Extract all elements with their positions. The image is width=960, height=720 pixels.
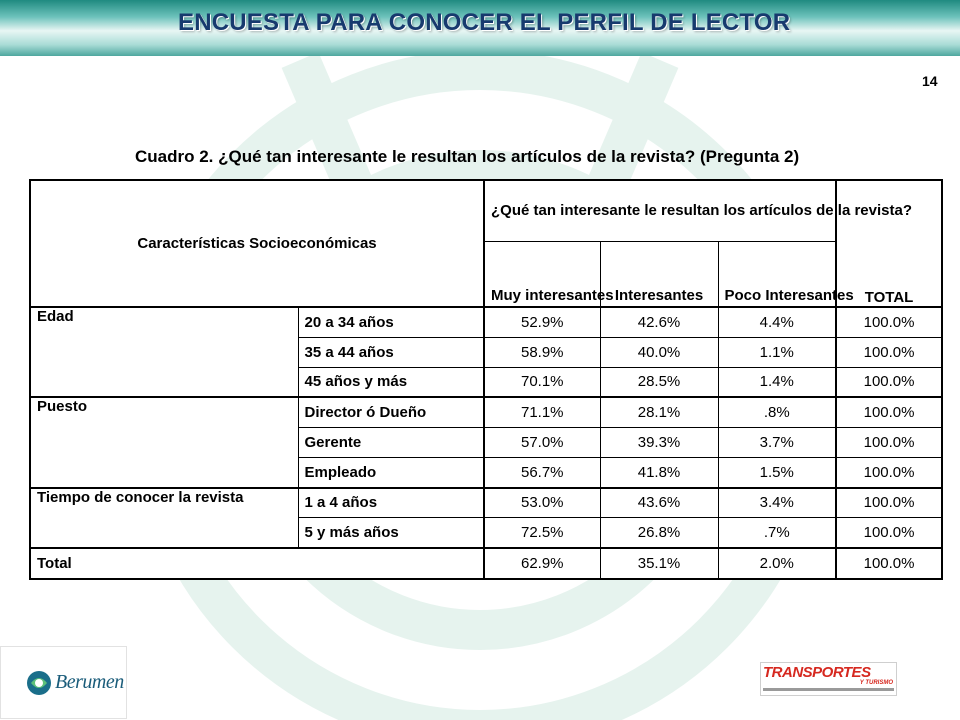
row-label: Empleado: [298, 457, 484, 487]
row-label: Director ó Dueño: [298, 397, 484, 427]
table-cell: 100.0%: [836, 457, 942, 487]
berumen-logo: [0, 646, 127, 719]
table-cell: 57.0%: [484, 428, 600, 458]
table-cell: 4.4%: [718, 307, 836, 337]
table-row: [30, 307, 942, 337]
group-label: Puesto: [30, 397, 298, 487]
transportes-logo-tag: Y TURISMO: [859, 680, 893, 686]
page-title: ENCUESTA PARA CONOCER EL PERFIL DE LECTOR: [178, 9, 791, 36]
table-cell: 70.1%: [484, 367, 600, 397]
table-cell: 43.6%: [600, 488, 718, 518]
table-cell: .7%: [718, 518, 836, 548]
table-row: [30, 488, 942, 518]
table-cell: 56.7%: [484, 457, 600, 487]
table-cell: 39.3%: [600, 428, 718, 458]
table-cell: 42.6%: [600, 307, 718, 337]
table-cell: 3.4%: [718, 488, 836, 518]
table-cell: 100.0%: [836, 488, 942, 518]
table-cell: 100.0%: [836, 518, 942, 548]
table-cell: 26.8%: [600, 518, 718, 548]
table-row: [30, 397, 942, 427]
column-header: Poco Interesantes: [718, 242, 836, 308]
row-label: 45 años y más: [298, 367, 484, 397]
table-cell: 3.7%: [718, 428, 836, 458]
row-label: 35 a 44 años: [298, 337, 484, 367]
table-cell: 2.0%: [718, 548, 836, 579]
table-cell: 100.0%: [836, 428, 942, 458]
berumen-logo-icon: [25, 669, 53, 697]
table-cell: 100.0%: [836, 548, 942, 579]
row-label: 5 y más años: [298, 518, 484, 548]
table-row-total: [30, 548, 942, 579]
group-label: Tiempo de conocer la revista: [30, 488, 298, 549]
table-cell: 40.0%: [600, 337, 718, 367]
total-header: TOTAL: [836, 180, 942, 307]
berumen-logo-text: Berumen: [55, 671, 124, 693]
transportes-logo: [760, 662, 897, 696]
table-cell: 72.5%: [484, 518, 600, 548]
row-label: 1 a 4 años: [298, 488, 484, 518]
table-cell: 62.9%: [484, 548, 600, 579]
transportes-logo-text: TRANSPORTES: [763, 664, 871, 681]
table-cell: 1.4%: [718, 367, 836, 397]
page-number: 14: [922, 73, 938, 89]
table-cell: 100.0%: [836, 397, 942, 427]
column-header: Muy interesantes: [484, 242, 600, 308]
column-header: Interesantes: [600, 242, 718, 308]
characteristics-header: Características Socioeconómicas: [30, 180, 484, 307]
table-cell: 28.5%: [600, 367, 718, 397]
table-cell: 52.9%: [484, 307, 600, 337]
row-label: 20 a 34 años: [298, 307, 484, 337]
table-cell: 1.1%: [718, 337, 836, 367]
table-cell: 100.0%: [836, 367, 942, 397]
row-label: Gerente: [298, 428, 484, 458]
transportes-logo-bar: [763, 688, 894, 691]
table-cell: 41.8%: [600, 457, 718, 487]
table-cell: .8%: [718, 397, 836, 427]
table-cell: 28.1%: [600, 397, 718, 427]
survey-table: [29, 179, 943, 580]
total-row-label: Total: [30, 548, 484, 579]
table-cell: 53.0%: [484, 488, 600, 518]
table-cell: 71.1%: [484, 397, 600, 427]
table-cell: 100.0%: [836, 307, 942, 337]
table-title: Cuadro 2. ¿Qué tan interesante le resultan los artículos de la revista? (Pregunta 2): [135, 147, 800, 166]
table-cell: 1.5%: [718, 457, 836, 487]
table-cell: 100.0%: [836, 337, 942, 367]
group-label: Edad: [30, 307, 298, 397]
table-cell: 58.9%: [484, 337, 600, 367]
question-header: ¿Qué tan interesante le resultan los artículos de la revista?: [484, 180, 836, 242]
table-cell: 35.1%: [600, 548, 718, 579]
